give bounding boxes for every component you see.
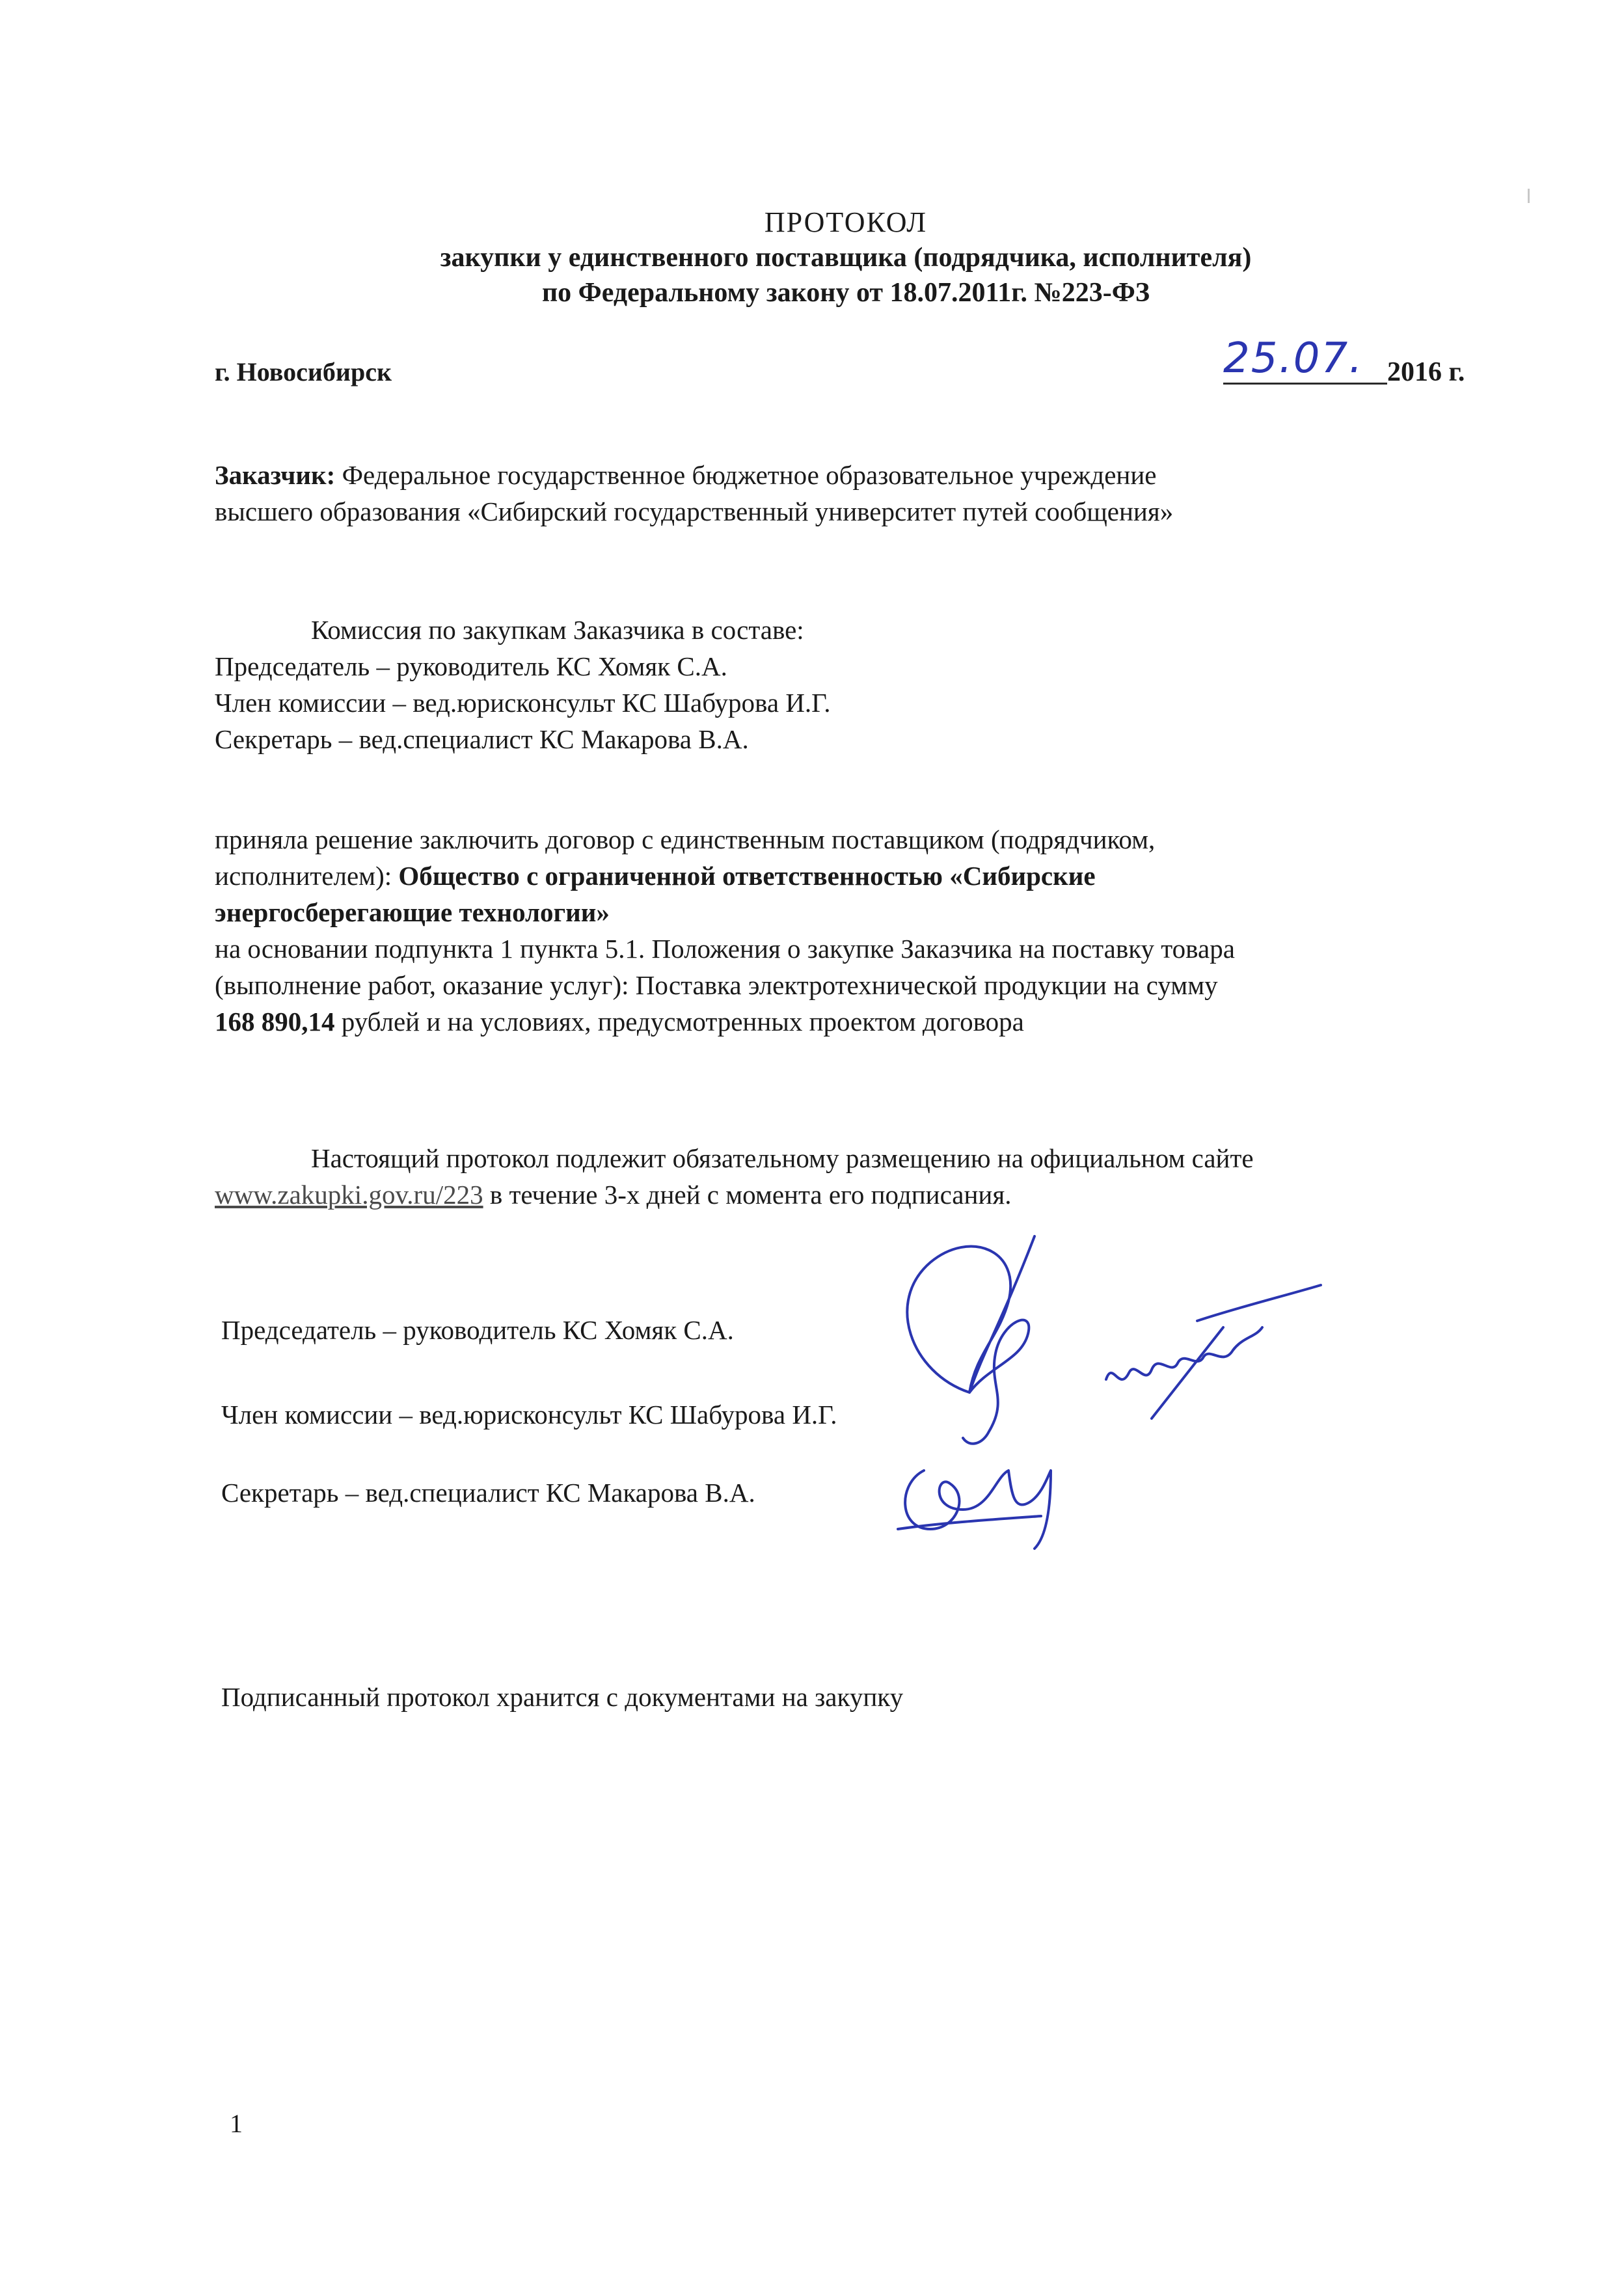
handwritten-date: 25.07. bbox=[1223, 334, 1364, 383]
word: услуг): bbox=[549, 970, 629, 1000]
word: приняла bbox=[215, 824, 308, 854]
word: Федеральное bbox=[342, 460, 491, 490]
word: электротехнической bbox=[748, 970, 977, 1000]
signature-row-chair: Председатель – руководитель КС Хомяк С.А. bbox=[221, 1315, 734, 1345]
publish-line-1: Настоящий протокол подлежит обязательному размещению на официальном сайте bbox=[311, 1143, 1254, 1173]
customer-line-1 bbox=[215, 457, 1483, 493]
city: г. Новосибирск bbox=[215, 357, 392, 386]
word: на bbox=[1113, 970, 1140, 1000]
handwritten-signatures bbox=[872, 1223, 1327, 1562]
decision-line-6 bbox=[215, 1003, 1483, 1040]
decision-line-1 bbox=[215, 821, 1483, 858]
word: образовательное bbox=[826, 460, 1014, 490]
storage-note: Подписанный протокол хранится с документами на закупку bbox=[221, 1682, 904, 1712]
date-year: 2016 г. bbox=[1387, 357, 1465, 387]
signature-row-secretary: Секретарь – вед.специалист КС Макарова В.А. bbox=[221, 1478, 755, 1508]
word: учреждение bbox=[1020, 460, 1157, 490]
decision-line-5 bbox=[215, 967, 1483, 1003]
commission-block bbox=[215, 612, 1483, 757]
publish-line-2-rest: в течение 3-х дней с момента его подписания. bbox=[483, 1180, 1012, 1210]
decision-line-4: на основании подпункта 1 пункта 5.1. Положения о закупке Заказчика на поставку товара bbox=[215, 934, 1235, 964]
publish-line-2 bbox=[215, 1176, 1483, 1213]
document-subtitle-1: закупки у единственного поставщика (подрядчика, исполнителя) bbox=[440, 243, 1252, 273]
decision-line-6-rest: рублей и на условиях, предусмотренных проектом договора bbox=[334, 1007, 1024, 1037]
decision-line-2 bbox=[215, 858, 1483, 894]
commission-intro: Комиссия по закупкам Заказчика в составе: bbox=[311, 615, 804, 645]
word: поставщиком bbox=[832, 824, 984, 854]
commission-member-chair: Председатель – руководитель КС Хомяк С.А. bbox=[215, 651, 727, 681]
signature-secretary bbox=[898, 1471, 1051, 1549]
commission-member-secretary: Секретарь – вед.специалист КС Макарова В.А. bbox=[215, 724, 749, 754]
word: (выполнение bbox=[215, 970, 362, 1000]
supplier-name-end: энергосберегающие технологии» bbox=[215, 897, 610, 927]
supplier-word: ответственностью bbox=[722, 861, 943, 891]
supplier-word: Общество bbox=[398, 861, 520, 891]
date-underline bbox=[1223, 383, 1387, 385]
word: договор bbox=[545, 824, 635, 854]
supplier-word: ограниченной bbox=[545, 861, 716, 891]
document-subtitle-2: по Федеральному закону от 18.07.2011г. №223-ФЗ bbox=[541, 278, 1150, 308]
word: государственное bbox=[497, 460, 686, 490]
publish-paragraph bbox=[215, 1140, 1483, 1213]
word: продукции bbox=[984, 970, 1107, 1000]
word: Поставка bbox=[635, 970, 742, 1000]
word: сумму bbox=[1146, 970, 1218, 1000]
title-block bbox=[163, 205, 1529, 310]
decision-paragraph bbox=[215, 821, 1483, 1040]
supplier-word: «Сибирские bbox=[949, 861, 1096, 891]
zakupki-link[interactable]: www.zakupki.gov.ru/223 bbox=[215, 1180, 483, 1210]
page-number: 1 bbox=[230, 2109, 243, 2138]
scan-artifact bbox=[1528, 189, 1530, 203]
contract-amount: 168 890,14 bbox=[215, 1007, 335, 1037]
document-date bbox=[1210, 334, 1483, 390]
word: единственным bbox=[660, 824, 825, 854]
word: заключить bbox=[419, 824, 539, 854]
customer-label: Заказчик: bbox=[215, 460, 336, 490]
word: исполнителем): bbox=[215, 861, 392, 891]
customer-line-2: высшего образования «Сибирский государственный университет путей сообщения» bbox=[215, 496, 1174, 526]
signature-row-legal: Член комиссии – вед.юрисконсульт КС Шабурова И.Г. bbox=[221, 1400, 837, 1430]
signature-chair bbox=[907, 1236, 1035, 1444]
supplier-word: с bbox=[526, 861, 539, 891]
word: бюджетное bbox=[692, 460, 819, 490]
signature-legal bbox=[1106, 1285, 1321, 1418]
word: оказание bbox=[442, 970, 543, 1000]
commission-member-legal: Член комиссии – вед.юрисконсульт КС Шабурова И.Г. bbox=[215, 688, 831, 718]
word: с bbox=[642, 824, 654, 854]
document-title: ПРОТОКОЛ bbox=[764, 206, 928, 238]
word: (подрядчиком, bbox=[990, 824, 1156, 854]
customer-paragraph bbox=[215, 457, 1483, 530]
word: работ, bbox=[368, 970, 436, 1000]
word: решение bbox=[315, 824, 413, 854]
